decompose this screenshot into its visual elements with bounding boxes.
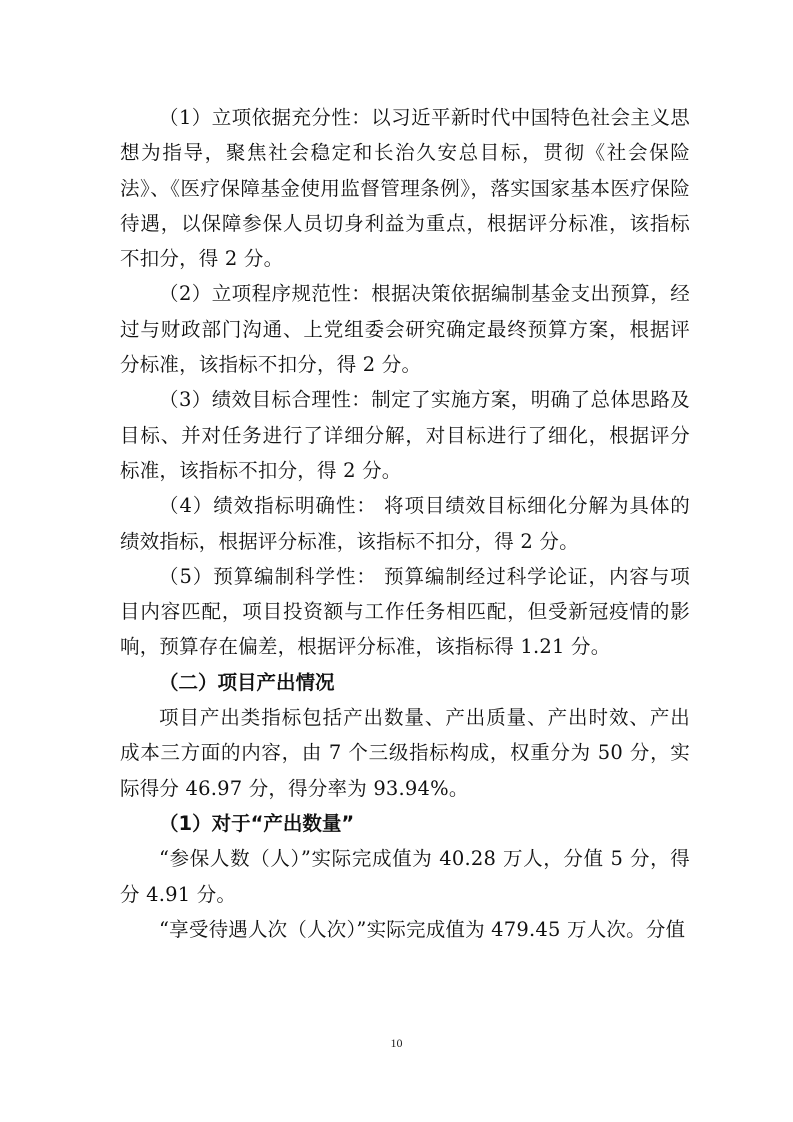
document-body — [120, 100, 690, 947]
heading-project-output: （二）项目产出情况 — [159, 670, 335, 694]
paragraph-procedure: （2）立项程序规范性：根据决策依据编制基金支出预算，经过与财政部门沟通、上党组委会研究确定最终预算方案，根据评分标准，该指标不扣分，得 2 分。 — [120, 282, 690, 377]
paragraph-goal-rationality: （3）绩效目标合理性：制定了实施方案，明确了总体思路及目标、并对任务进行了详细分解，对目标进行了细化，根据评分标准，该指标不扣分，得 2 分。 — [120, 388, 690, 482]
paragraph-project-basis: （1）立项依据充分性：以习近平新时代中国特色社会主义思想为指导，聚焦社会稳定和长治久安总目标，贯彻《社会保险法》、《医疗保障基金使用监督管理条例》，落实国家基本医疗保险待遇，以保障参保人员切身利益为重点，根据评分标准，该指标不扣分，得 2 分。 — [120, 106, 690, 271]
paragraph-benefit-count: “享受待遇人次（人次）”实际完成值为 479.45 万人次。分值 — [159, 917, 686, 941]
paragraph-insured-count: “参保人数（人）”实际完成值为 40.28 万人，分值 5 分，得分 4.91 分。 — [120, 847, 690, 906]
heading-output-quantity: （1）对于“产出数量” — [159, 811, 355, 835]
page-number: 10 — [390, 1036, 403, 1050]
paragraph-indicator-clarity: （4）绩效指标明确性： 将项目绩效目标细化分解为具体的绩效指标，根据评分标准，该指标不扣分，得 2 分。 — [120, 494, 690, 553]
paragraph-budget-science: （5）预算编制科学性： 预算编制经过科学论证，内容与项目内容匹配，项目投资额与工作任务相匹配，但受新冠疫情的影响，预算存在偏差，根据评分标准，该指标得 1.21 分。 — [120, 564, 690, 659]
paragraph-output-summary: 项目产出类指标包括产出数量、产出质量、产出时效、产出成本三方面的内容，由 7 个三级指标构成，权重分为 50 分，实际得分 46.97 分，得分率为 93.94%。 — [120, 706, 690, 800]
